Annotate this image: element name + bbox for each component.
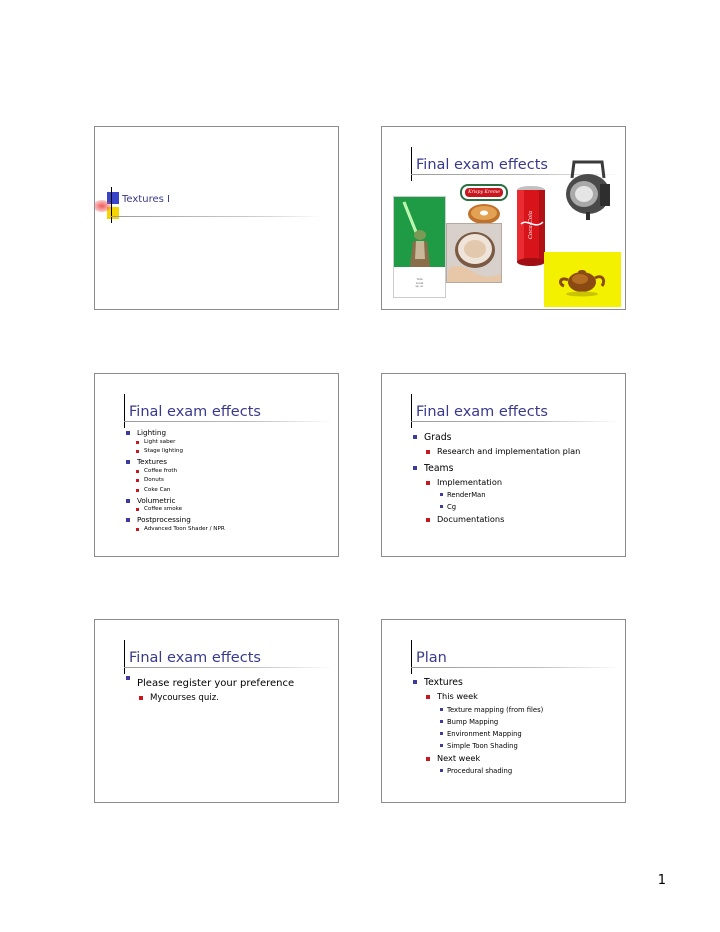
bullet-research-plan: Research and implementation plan (413, 445, 580, 459)
bullet-stage-lighting: Stage lighting (126, 447, 225, 457)
bullet-register-preference: Please register your preference (126, 676, 294, 691)
donut-image (459, 183, 511, 225)
bullet-lighting: Lighting (126, 428, 225, 438)
deco-red-glow (94, 200, 111, 212)
slide-3-title: Final exam effects (129, 404, 261, 420)
yoda-image (393, 196, 446, 298)
slide-5-vline (124, 640, 125, 674)
slide-1-hline (111, 216, 323, 217)
slide-2-vline (411, 147, 412, 181)
slide-4-bullets (413, 430, 580, 527)
slide-4-title: Final exam effects (416, 404, 548, 420)
bullet-postprocessing: Postprocessing (126, 515, 225, 525)
slide-2-title: Final exam effects (416, 157, 548, 173)
slide-3-bullets (126, 428, 225, 534)
bullet-toon-shader: Advanced Toon Shader / NPR (126, 525, 225, 535)
slide-3-hline (124, 421, 334, 422)
bullet-documentations: Documentations (413, 513, 580, 527)
bullet-grads: Grads (413, 430, 580, 445)
bullet-renderman: RenderMan (413, 489, 580, 501)
bullet-marker (139, 696, 143, 700)
bullet-next-week: Next week (413, 752, 543, 766)
slide-5-final-exam-effects (94, 619, 339, 803)
page-number: 1 (657, 873, 666, 888)
slide-4-final-exam-effects (381, 373, 626, 557)
slide-5-hline (124, 667, 334, 668)
slide-6-title: Plan (416, 650, 447, 666)
slide-6-bullets (413, 675, 543, 777)
bullet-volumetric: Volumetric (126, 496, 225, 506)
bullet-implementation: Implementation (413, 476, 580, 490)
slide-6-plan (381, 619, 626, 803)
donut-brand: Krispy Kreme (468, 190, 500, 195)
bullet-mycourses-quiz: Mycourses quiz. (126, 691, 294, 705)
yoda-caption: Yoda Lucas sp. ar. (415, 278, 424, 289)
bullet-procedural-shading: Procedural shading (413, 765, 543, 777)
slide-4-hline (411, 421, 621, 422)
slide-5-bullets (126, 676, 294, 705)
slide-5-title: Final exam effects (129, 650, 261, 666)
slide-3-final-exam-effects (94, 373, 339, 557)
bullet-light-saber: Light saber (126, 438, 225, 448)
bullet-coke-can: Coke Can (126, 486, 225, 496)
bullet-coffee-froth: Coffee froth (126, 467, 225, 477)
bullet-textures: Textures (413, 675, 543, 690)
bullet-textures: Textures (126, 457, 225, 467)
bullet-this-week: This week (413, 690, 543, 704)
bullet-donuts: Donuts (126, 476, 225, 486)
slide-4-vline (411, 394, 412, 428)
bullet-bump-mapping: Bump Mapping (413, 716, 543, 728)
can-brand: Coca-Cola (528, 210, 534, 240)
slide-6-vline (411, 640, 412, 674)
slide-1-textures (94, 126, 339, 310)
slide-1-vline (111, 187, 112, 223)
bullet-cg: Cg (413, 501, 580, 513)
coffee-image (446, 223, 502, 283)
slide-3-vline (124, 394, 125, 428)
bullet-environment-mapping: Environment Mapping (413, 728, 543, 740)
slide-2-final-exam-effects (381, 126, 626, 310)
stage-light-image (560, 156, 616, 222)
teapot-image (544, 252, 621, 307)
bullet-simple-toon-shading: Simple Toon Shading (413, 740, 543, 752)
slide-1-title: Textures I (122, 194, 170, 205)
bullet-teams: Teams (413, 461, 580, 476)
bullet-coffee-smoke: Coffee smoke (126, 505, 225, 515)
bullet-texture-mapping: Texture mapping (from files) (413, 704, 543, 716)
slide-6-hline (411, 667, 621, 668)
